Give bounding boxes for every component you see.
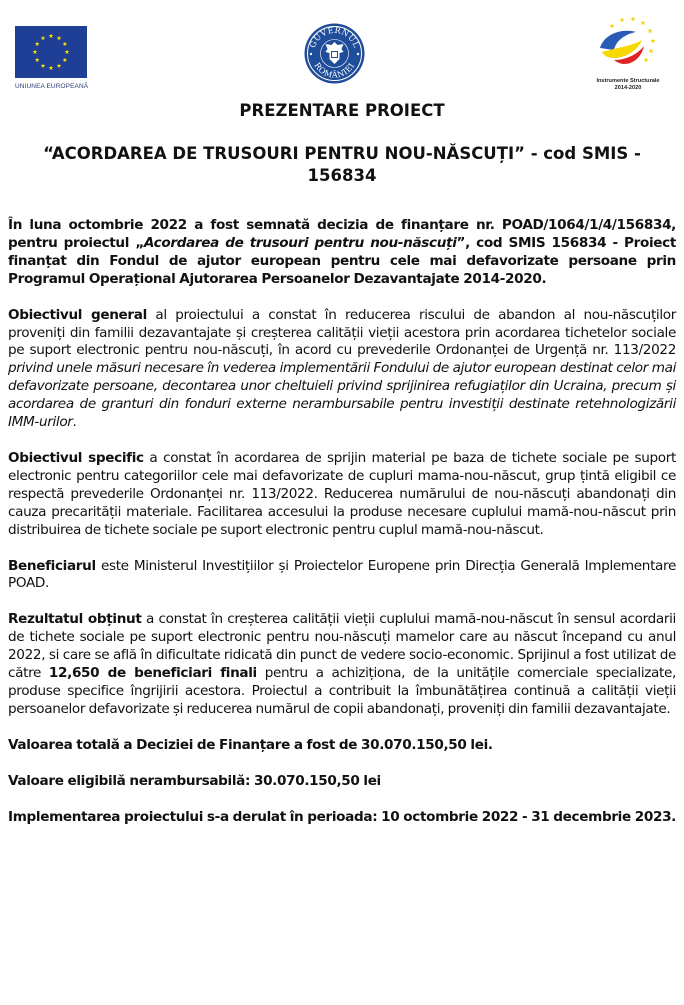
star-icon bbox=[49, 34, 54, 38]
star-icon bbox=[641, 20, 646, 25]
implementation-period: Implementarea proiectului s-a derulat în perioada: 10 octombrie 2022 - 31 decembrie 2023. bbox=[8, 808, 676, 825]
intro-text-end: ”, cod SMIS 156834 - Proiect finanțat din Fondul de ajutor european pentru cele mai defavorizate persoane prin Programul Operațional Ajutorarea Persoanelor Dezavantajate 2014-2020. bbox=[8, 234, 676, 287]
star-icon bbox=[49, 66, 54, 70]
star-icon bbox=[33, 50, 38, 54]
general-objective-end: . bbox=[72, 414, 77, 431]
is-caption-line2: 2014-2020 bbox=[614, 85, 642, 91]
eu-logo bbox=[15, 26, 89, 90]
document-body bbox=[8, 217, 676, 826]
star-icon bbox=[65, 50, 70, 54]
specific-objective-paragraph bbox=[8, 450, 676, 540]
star-icon bbox=[649, 48, 654, 53]
eu-caption: UNIUNEA EUROPEANĂ bbox=[15, 83, 89, 90]
seal-bottom-text: ROMÂNIEI bbox=[312, 61, 357, 80]
beneficiaries-count: 12,650 de beneficiari finali bbox=[48, 665, 257, 682]
result-text: a constat în creșterea calității vieții cuplului mamă-nou-născut în sensul acordarii de tichete sociale pe suport electronic pentru nou-născuți mamelor care au născut începand cu anul 2022, si care se află în dificultate ridicată din punct de vedere socio-economic. Sprijinul a fost utilizat de către bbox=[8, 611, 676, 682]
star-icon bbox=[644, 57, 649, 62]
star-icon bbox=[651, 38, 656, 43]
ordinance-title: privind unele măsuri necesare în vederea implementării Fondului de ajutor european destinat celor mai defavorizate persoane, decontarea unor cheltuieli privind sprijinirea refugiaților din Ucraina, precum și acordarea de granturi din fonduri externe nerambursabile pentru investiții destinate retehnologizării IMM-urilor bbox=[8, 360, 676, 431]
government-logo bbox=[303, 22, 366, 85]
star-icon bbox=[631, 16, 636, 21]
star-icon bbox=[620, 17, 625, 22]
star-icon bbox=[35, 42, 40, 46]
project-title: “ACORDAREA DE TRUSOURI PENTRU NOU-NĂSCUȚI” - cod SMIS - 156834 bbox=[43, 144, 641, 185]
result-paragraph bbox=[8, 611, 676, 718]
specific-objective-text: a constat în acordarea de sprijin material pe baza de tichete sociale pe suport electronic pentru categoriilor cele mai defavorizate de cupluri mama-nou-născut, grup țintă eligibil ce respectă prevederile Ordonanței nr. 113/2022. Reducerea numărului de nou-născuți abandonați din cauza precarității materiale. Facilitarea accesului la produse necesare cuplului mamă-nou-născut prin distribuirea de tichete sociale pe suport electronic pentru cuplul mamă-nou-născut. bbox=[8, 449, 676, 538]
general-objective-text: al proiectului a constat în reducerea riscului de abandon al nou-născuților proveniți din familii dezavantajate și creșterea calității vieții acestora prin acordarea tichetelor sociale pe suport electronic pentru nou-născuți, în acord cu prevederile Ordonanței de Urgență nr. 113/2022 bbox=[8, 306, 676, 359]
romanian-government-seal-icon bbox=[303, 22, 366, 85]
total-value: Valoarea totală a Deciziei de Finanțare a fost de 30.070.150,50 lei. bbox=[8, 736, 493, 753]
star-icon bbox=[57, 63, 62, 67]
beneficiary-text: este Ministerul Investițiilor și Proiectelor Europene prin Direcția Generală Implementare POAD. bbox=[8, 557, 676, 592]
beneficiary-paragraph bbox=[8, 558, 676, 594]
star-icon bbox=[648, 28, 653, 33]
star-icon bbox=[57, 36, 62, 40]
project-name: Acordarea de trusouri pentru nou-născuți bbox=[143, 234, 457, 251]
eu-flag-icon bbox=[15, 26, 87, 78]
structural-instruments-emblem-icon bbox=[592, 12, 664, 74]
seal-top-text: GUVERNUL bbox=[307, 25, 362, 50]
star-icon bbox=[41, 63, 46, 67]
eu-stars-icon bbox=[15, 26, 87, 78]
eligible-value: Valoare eligibilă nerambursabilă: 30.070.150,50 lei bbox=[8, 772, 381, 789]
result-text-end: pentru a achiziționa, de la unitățile comerciale specializate, produse specifice îngrijirii acestora. Proiectul a contribuit la îmbunătățirea continuă a calității vieții persoanelor defavorizate și reducerea numărul de copii abandonați, proveniți din familii dezavantajate. bbox=[8, 665, 676, 717]
intro-paragraph bbox=[8, 217, 676, 289]
beneficiary-label: Beneficiarul bbox=[8, 557, 96, 574]
star-icon bbox=[35, 58, 40, 62]
general-objective-paragraph bbox=[8, 307, 676, 432]
star-icon bbox=[41, 36, 46, 40]
result-label: Rezultatul obținut bbox=[8, 611, 142, 628]
general-objective-label: Obiectivul general bbox=[8, 306, 147, 323]
is-caption-line1: Instrumente Structurale bbox=[596, 78, 660, 84]
star-icon bbox=[63, 58, 68, 62]
specific-objective-label: Obiectivul specific bbox=[8, 449, 144, 466]
logo-bar bbox=[0, 0, 684, 100]
star-icon bbox=[63, 42, 68, 46]
structural-instruments-logo bbox=[583, 12, 673, 92]
star-icon bbox=[610, 23, 615, 28]
intro-text: În luna octombrie 2022 a fost semnată decizia de finanțare nr. POAD/1064/1/4/156834, pentru proiectul bbox=[8, 217, 676, 251]
structural-instruments-caption bbox=[583, 78, 673, 92]
quote-open: „ bbox=[135, 234, 144, 251]
page-title: PREZENTARE PROIECT bbox=[239, 101, 445, 120]
